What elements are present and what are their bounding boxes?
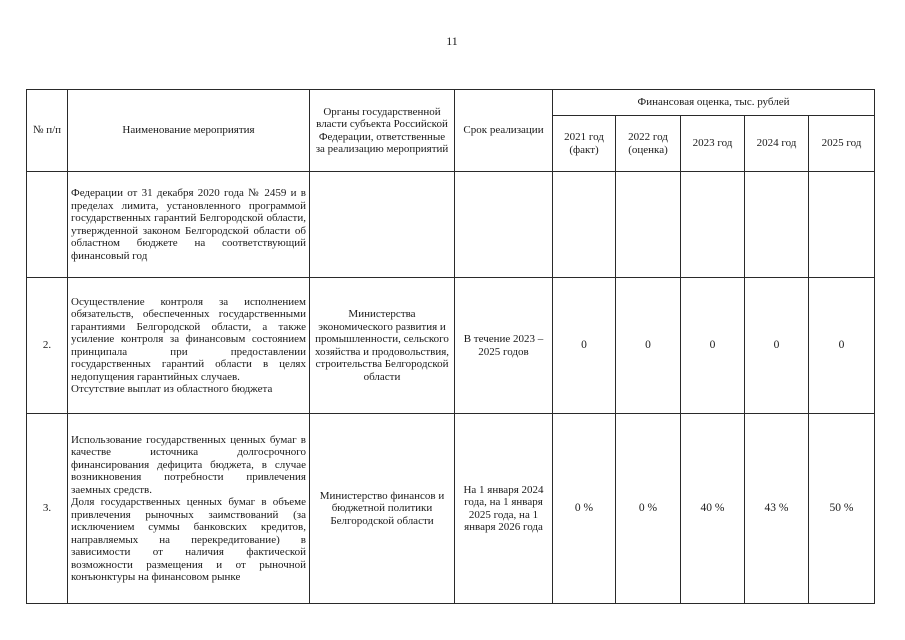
- description-paragraph: Осуществление контроля за исполнением обязательств, обеспеченных государственными гарантиями Белгородской области, а также усиление контроля за финансовым состоянием принципала при предоставлении государственных гарантий области в целях недопущения гарантийных случаев.: [71, 295, 306, 383]
- description-paragraph: Федерации от 31 декабря 2020 года № 2459 и в пределах лимита, установленного программой государственных гарантий Белгородской области, утвержденной законом Белгородской области об областном бюджете на соответствующий финансовый год: [71, 187, 306, 262]
- row-value-2021: [553, 172, 616, 278]
- row-value-2021: 0 %: [553, 414, 616, 604]
- header-organ: Органы государственной власти субъекта Российской Федерации, ответственные за реализацию мероприятий: [310, 90, 455, 172]
- header-year-2024: 2024 год: [745, 116, 809, 172]
- table-row: [27, 172, 875, 278]
- row-value-2022: 0 %: [616, 414, 681, 604]
- row-term: В течение 2023 – 2025 годов: [455, 278, 553, 414]
- row-value-2022: [616, 172, 681, 278]
- row-value-2024: 0: [745, 278, 809, 414]
- row-value-2025: [809, 172, 875, 278]
- header-year-2025: 2025 год: [809, 116, 875, 172]
- row-term: [455, 172, 553, 278]
- row-organ: Министерство финансов и бюджетной политики Белгородской области: [310, 414, 455, 604]
- row-organ: Министерства экономического развития и промышленности, сельского хозяйства и продовольствия, строительства Белгородской области: [310, 278, 455, 414]
- header-year-2023: 2023 год: [681, 116, 745, 172]
- row-description: [68, 172, 310, 278]
- row-value-2022: 0: [616, 278, 681, 414]
- page-number: 11: [446, 34, 458, 48]
- header-name: Наименование мероприятия: [68, 90, 310, 172]
- row-num: 2.: [27, 278, 68, 414]
- row-organ: [310, 172, 455, 278]
- row-value-2025: 0: [809, 278, 875, 414]
- row-value-2024: [745, 172, 809, 278]
- row-value-2024: 43 %: [745, 414, 809, 604]
- row-num: 3.: [27, 414, 68, 604]
- row-value-2021: 0: [553, 278, 616, 414]
- row-value-2025: 50 %: [809, 414, 875, 604]
- header-year-2022: 2022 год (оценка): [616, 116, 681, 172]
- row-value-2023: 0: [681, 278, 745, 414]
- row-description: [68, 278, 310, 414]
- row-value-2023: [681, 172, 745, 278]
- header-year-2021: 2021 год (факт): [553, 116, 616, 172]
- description-paragraph: Использование государственных ценных бумаг в качестве источника долгосрочного финансирования дефицита бюджета, в случае возникновения потребности привлечения заемных средств.: [71, 433, 306, 496]
- row-term: На 1 января 2024 года, на 1 января 2025 года, на 1 января 2026 года: [455, 414, 553, 604]
- table-row: [27, 278, 875, 414]
- description-paragraph: Отсутствие выплат из областного бюджета: [71, 383, 273, 395]
- table-row: [27, 414, 875, 604]
- row-num: [27, 172, 68, 278]
- description-paragraph: Доля государственных ценных бумаг в объеме привлечения рыночных заимствований (за исключением суммы банковских кредитов, направляемых на перекредитование) в зависимости от наличия фактической возможности размещения и от рыночной конъюнктуры на финансовом рынке: [71, 496, 306, 583]
- measures-table: [26, 89, 875, 604]
- row-value-2023: 40 %: [681, 414, 745, 604]
- header-term: Срок реализации: [455, 90, 553, 172]
- row-description: [68, 414, 310, 604]
- header-num: № п/п: [27, 90, 68, 172]
- header-financial: Финансовая оценка, тыс. рублей: [553, 90, 875, 116]
